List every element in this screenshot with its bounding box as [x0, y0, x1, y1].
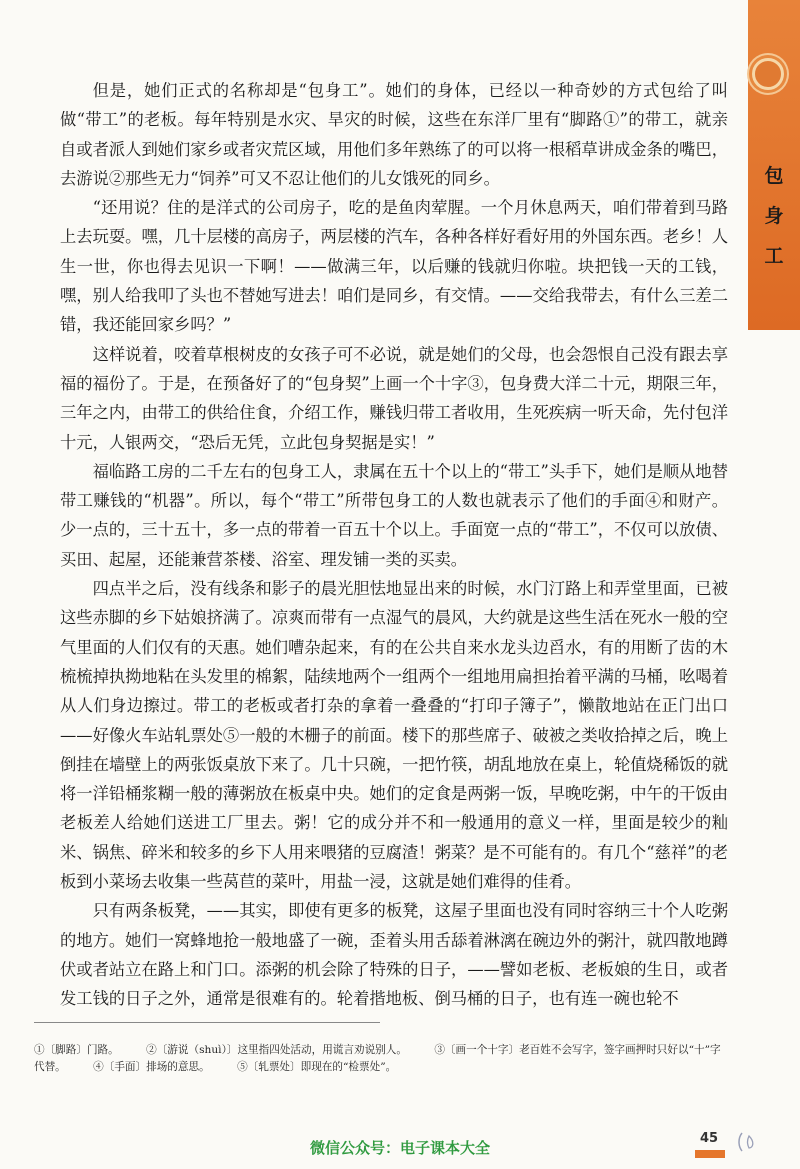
page-number: 45 [699, 1131, 719, 1146]
body-text [60, 76, 728, 1014]
paragraph: 福临路工房的二千左右的包身工人，隶属在五十个以上的“带工”头手下，她们是顺从地替带工赚钱的“机器”。所以，每个“带工”所带包身工的人数也就表示了他们的手面④和财产。少一点的，三十五十，多一点的带着一百五十个以上。手面宽一点的“带工”，不仅可以放债、买田、起屋，还能兼营茶楼、浴室、理发铺一类的买卖。 [60, 461, 728, 569]
paragraph: 只有两条板凳，——其实，即使有更多的板凳，这屋子里面也没有同时容纳三十个人吃粥的地方。她们一窝蜂地抢一般地盛了一碗，歪着头用舌舔着淋漓在碗边外的粥汁，就四散地蹲伏或者站立在路上和门口。添粥的机会除了特殊的日子，——譬如老板、老板娘的生日，或者发工钱的日子之外，通常是很难有的。轮着揩地板、倒马桶的日子，也有连一碗也轮不 [60, 901, 728, 1009]
paragraph: 这样说着，咬着草根树皮的女孩子可不必说，就是她们的父母，也会怨恨自己没有跟去享福的福份了。于是，在预备好了的“包身契”上画一个十字③，包身费大洋二十元，期限三年，三年之内，由带工的供给住食，介绍工作，赚钱归带工者收用，生死疾病一听天命，先付包洋十元，人银两交，“恐后无凭，立此包身契据是实！” [60, 344, 728, 452]
footnote: ⑤〔轧票处〕即现在的“检票处”。 [237, 1061, 397, 1073]
footnotes [34, 1042, 724, 1076]
chapter-title-vertical [748, 165, 800, 267]
footnote: ①〔脚路〕门路。 [34, 1044, 119, 1056]
ornament-icon [752, 58, 784, 90]
footnote: ③〔画一个十字〕老百姓不会写字，签字画押时只好以“十”字代替。 [34, 1044, 721, 1073]
chapter-title-char: 工 [764, 245, 784, 267]
footnote-divider [34, 1022, 380, 1023]
paragraph: “还用说？住的是洋式的公司房子，吃的是鱼肉荤腥。一个月休息两天，咱们带着到马路上去玩耍。嘿，几十层楼的高房子，两层楼的汽车，各种各样好看好用的外国东西。老乡！人生一世，你也得去见识一下啊！——做满三年，以后赚的钱就归你啦。块把钱一天的工钱，嘿，别人给我叩了头也不替她写进去！咱们是同乡，有交情。——交给我带去，有什么三差二错，我还能回家乡吗？” [60, 198, 728, 335]
page-corner-icon [738, 1130, 758, 1154]
footnote: ②〔游说（shuì）〕这里指四处活动，用谎言劝说别人。 [146, 1044, 407, 1056]
chapter-side-tab [748, 0, 800, 330]
page-number-tab [695, 1150, 725, 1158]
chapter-title-char: 包 [764, 165, 784, 187]
paragraph: 但是，她们正式的名称却是“包身工”。她们的身体，已经以一种奇妙的方式包给了叫做“带工”的老板。每年特别是水灾、旱灾的时候，这些在东洋厂里有“脚路①”的带工，就亲自或者派人到她们家乡或者灾荒区域，用他们多年熟练了的可以将一根稻草讲成金条的嘴巴，去游说②那些无力“饲养”可又不忍让他们的儿女饿死的同乡。 [60, 81, 728, 188]
wechat-brand-label: 微信公众号：电子课本大全 [310, 1139, 491, 1157]
chapter-title-char: 身 [764, 205, 784, 227]
paragraph: 四点半之后，没有线条和影子的晨光胆怯地显出来的时候，水门汀路上和弄堂里面，已被这些赤脚的乡下姑娘挤满了。凉爽而带有一点湿气的晨风，大约就是这些生活在死水一般的空气里面的人们仅有的天惠。她们嘈杂起来，有的在公共自来水龙头边舀水，有的用断了齿的木梳梳掉执拗地粘在头发里的棉絮，陆续地两个一组两个一组地用扁担抬着平满的马桶，吆喝着从人们身边擦过。带工的老板或者打杂的拿着一叠叠的“打印子簿子”，懒散地站在正门出口——好像火车站轧票处⑤一般的木栅子的前面。楼下的那些席子、破被之类收拾掉之后，晚上倒挂在墙壁上的两张饭桌放下来了。几十只碗，一把竹筷，胡乱地放在桌上，轮值烧稀饭的就将一洋铅桶浆糊一般的薄粥放在板桌中央。她们的定食是两粥一饭，早晚吃粥，中午的干饭由老板差人给她们送进工厂里去。粥！它的成分并不和一般通用的意义一样，里面是较少的籼米、锅焦、碎米和较多的乡下人用来喂猪的豆腐渣！粥菜？是不可能有的。有几个“慈祥”的老板到小菜场去收集一些莴苣的菜叶，用盐一浸，这就是她们难得的佳肴。 [60, 579, 728, 892]
footnote: ④〔手面〕排场的意思。 [93, 1061, 210, 1073]
